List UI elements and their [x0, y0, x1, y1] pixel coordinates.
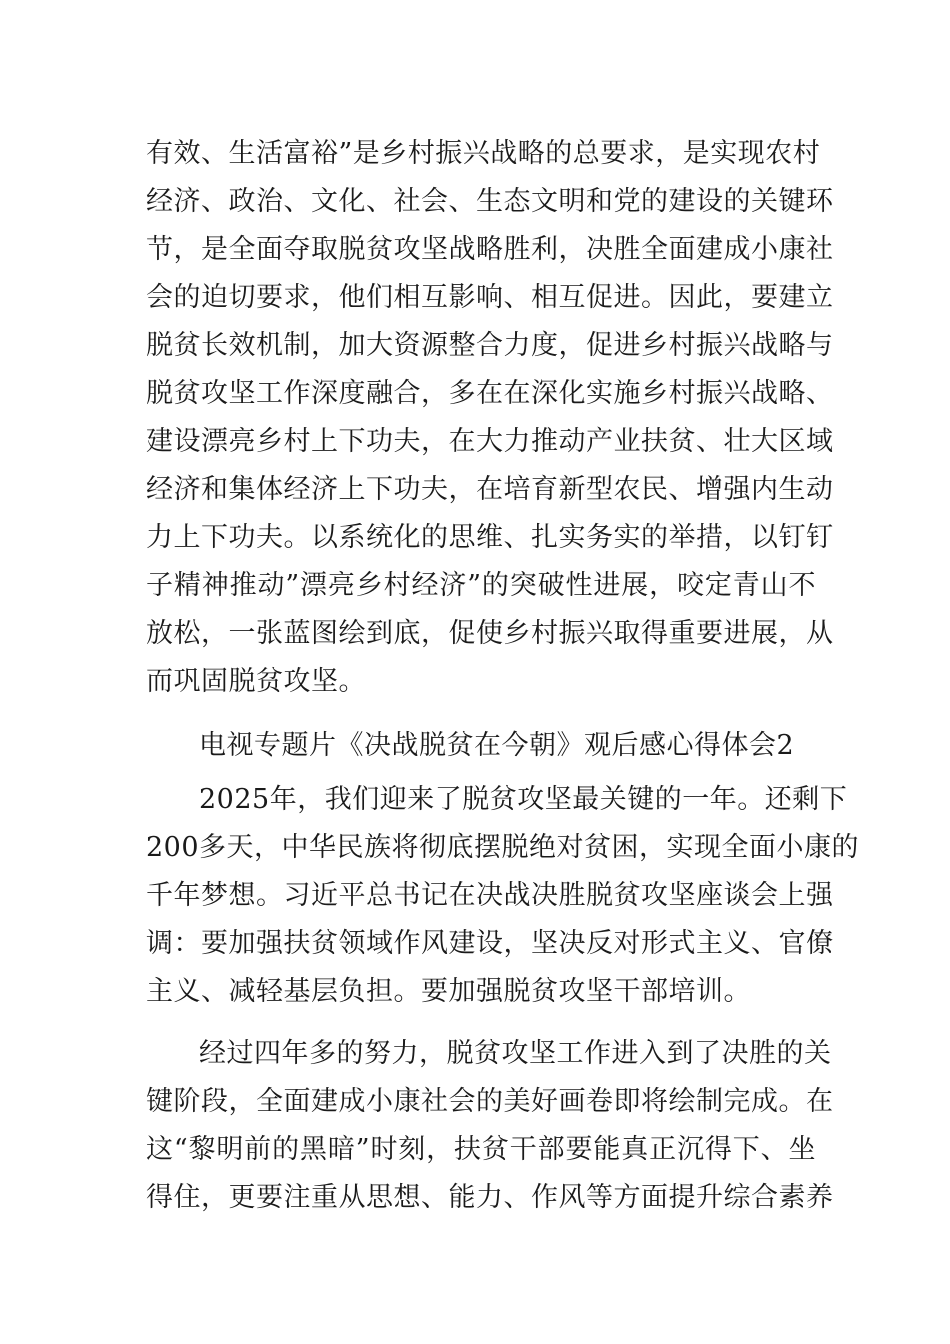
paragraph-1-line-9: 力上下功夫。以系统化的思维、扎实务实的举措，以钉钉: [146, 522, 834, 553]
paragraph-1-line-4: 会的迫切要求，他们相互影响、相互促进。因此，要建立: [146, 282, 834, 313]
paragraph-2-line-2: 200多天，中华民族将彻底摆脱绝对贫困，实现全面小康的: [146, 832, 860, 863]
paragraph-3-line-1: 经过四年多的努力，脱贫攻坚工作进入到了决胜的关: [199, 1038, 832, 1069]
paragraph-1-line-11: 放松，一张蓝图绘到底，促使乡村振兴取得重要进展，从: [146, 618, 834, 649]
paragraph-1-line-7: 建设漂亮乡村上下功夫，在大力推动产业扶贫、壮大区域: [146, 426, 834, 457]
paragraph-1-line-6: 脱贫攻坚工作深度融合，多在在深化实施乡村振兴战略、: [146, 378, 834, 409]
paragraph-2-line-5: 主义、减轻基层负担。要加强脱贫攻坚干部培训。: [146, 976, 751, 1007]
paragraph-3-line-2: 键阶段，全面建成小康社会的美好画卷即将绘制完成。在: [146, 1086, 834, 1117]
paragraph-1-line-8: 经济和集体经济上下功夫，在培育新型农民、增强内生动: [146, 474, 834, 505]
paragraph-2-line-3: 千年梦想。习近平总书记在决战决胜脱贫攻坚座谈会上强: [146, 880, 834, 911]
paragraph-2-line-1: 2025年，我们迎来了脱贫攻坚最关键的一年。还剩下: [199, 784, 848, 815]
paragraph-1-line-1: 有效、生活富裕”是乡村振兴战略的总要求，是实现农村: [146, 138, 821, 169]
paragraph-3-line-4: 得住，更要注重从思想、能力、作风等方面提升综合素养: [146, 1182, 834, 1213]
paragraph-3-line-3: 这“黎明前的黑暗”时刻，扶贫干部要能真正沉得下、坐: [146, 1134, 816, 1165]
paragraph-1-line-12: 而巩固脱贫攻坚。: [146, 666, 366, 697]
paragraph-1-line-10: 子精神推动”漂亮乡村经济”的突破性进展，咬定青山不: [146, 570, 816, 601]
paragraph-1-line-5: 脱贫长效机制，加大资源整合力度，促进乡村振兴战略与: [146, 330, 834, 361]
paragraph-1-line-3: 节，是全面夺取脱贫攻坚战略胜利，决胜全面建成小康社: [146, 234, 834, 265]
paragraph-2-line-4: 调：要加强扶贫领域作风建设，坚决反对形式主义、官僚: [146, 928, 834, 959]
section-heading: 电视专题片《决战脱贫在今朝》观后感心得体会2: [199, 730, 795, 761]
paragraph-1-line-2: 经济、政治、文化、社会、生态文明和党的建设的关键环: [146, 186, 834, 217]
